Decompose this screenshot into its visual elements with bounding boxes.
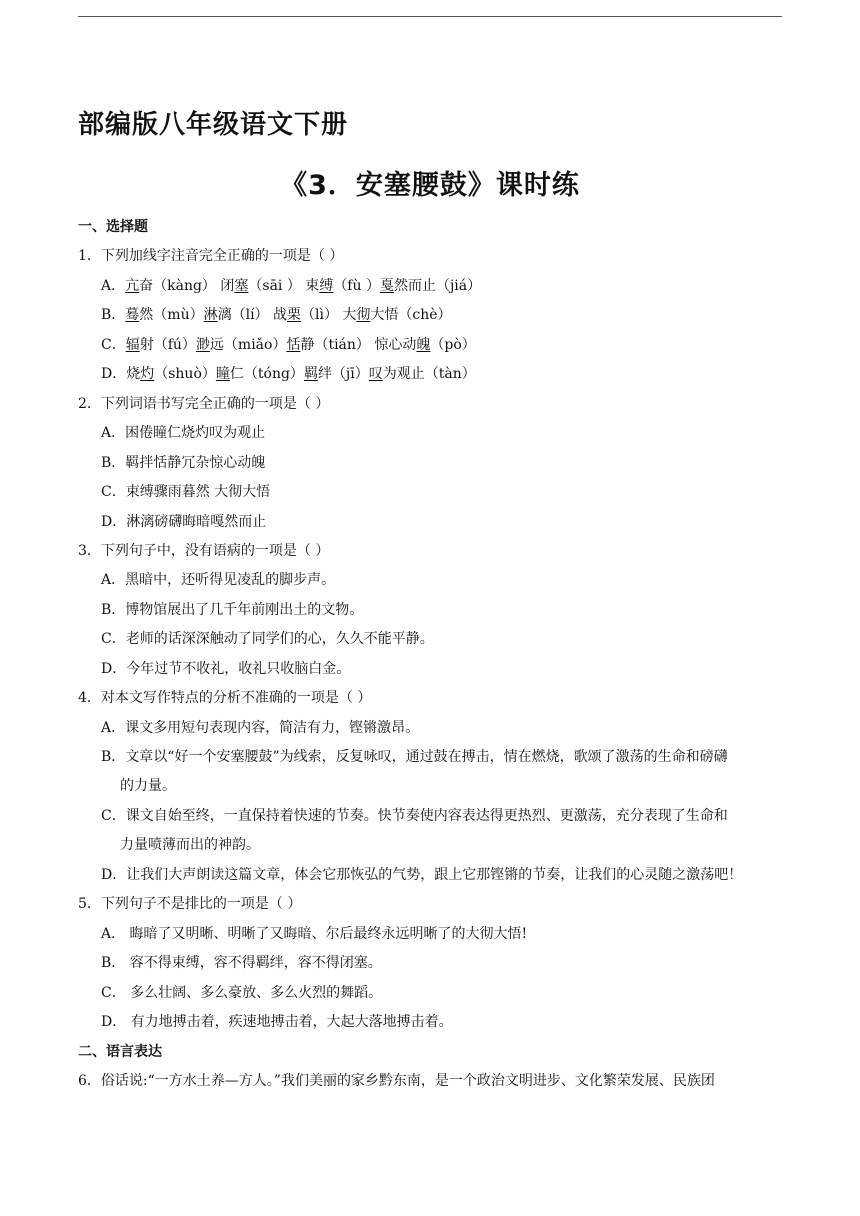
question-2-option-c: C．束缚骤雨暮然 大彻大悟 xyxy=(101,484,271,500)
question-2-option-d: D．淋漓磅礴晦暗嘎然而止 xyxy=(101,514,267,530)
question-4-option-a: A．课文多用短句表现内容，简洁有力，铿锵激昂。 xyxy=(101,720,420,736)
question-5-option-c: C． 多么壮阔、多么豪放、多么火烈的舞蹈。 xyxy=(101,985,383,1001)
question-4-stem: 4．对本文写作特点的分析不准确的一项是（ ） xyxy=(78,690,372,706)
question-5-option-d: D． 有力地搏击着，疾速地搏击着，大起大落地搏击着。 xyxy=(101,1014,453,1030)
question-4-option-c-line-1: C．课文自始至终，一直保持着快速的节奏。快节奏使内容表达得更热烈、更激荡，充分表现了生命和 xyxy=(101,808,728,824)
question-5-option-a: A． 晦暗了又明晰、明晰了又晦暗、尔后最终永远明晰了的大彻大悟! xyxy=(101,926,528,942)
question-2-option-a: A．困倦瞳仁烧灼叹为观止 xyxy=(101,425,266,441)
question-1-option-b: B．蓦然（mù）淋漓（lí） 战栗（lì） 大彻大悟（chè） xyxy=(101,307,452,323)
question-2-stem: 2．下列词语书写完全正确的一项是（ ） xyxy=(78,396,330,412)
question-1-option-c: C．辐射（fú）渺远（miǎo）恬静（tián） 惊心动魄（pò） xyxy=(101,337,476,353)
question-2-option-b: B．羁拌恬静冗杂惊心动魄 xyxy=(101,455,266,471)
question-5-option-b: B． 容不得束缚，容不得羁绊，容不得闭塞。 xyxy=(101,955,382,971)
document-title: 部编版八年级语文下册 xyxy=(78,110,349,140)
question-4-option-c-line-2: 力量喷薄而出的神韵。 xyxy=(120,837,260,853)
question-4-option-d: D．让我们大声朗读这篇文章，体会它那恢弘的气势，跟上它那铿锵的节奏，让我们的心灵随之激荡吧！ xyxy=(101,867,743,883)
question-3-option-c: C．老师的话深深触动了同学们的心，久久不能平静。 xyxy=(101,631,434,647)
document-subtitle: 《3．安塞腰鼓》课时练 xyxy=(280,170,580,201)
section-heading-language: 二、语言表达 xyxy=(78,1044,162,1060)
question-1-option-a: A．亢奋（kàng） 闭塞（sāi ） 束缚（fù ）戛然而止（jiá） xyxy=(101,278,482,294)
question-3-option-b: B．博物馆展出了几千年前刚出土的文物。 xyxy=(101,602,364,618)
question-4-option-b-line-1: B．文章以“好一个安塞腰鼓”为线索，反复咏叹，通过鼓在搏击，情在燃烧，歌颂了激荡的生命和磅礴 xyxy=(101,749,728,765)
question-6-stem: 6．俗话说:“一方水土养—方人。”我们美丽的家乡黔东南，是一个政治文明进步、文化繁荣发展、民族团 xyxy=(78,1073,715,1089)
question-5-stem: 5．下列句子不是排比的一项是（ ） xyxy=(78,896,302,912)
question-1-stem: 1．下列加线字注音完全正确的一项是（ ） xyxy=(78,248,344,264)
question-1-option-d: D．烧灼（shuò）瞳仁（tóng）羁绊（jī）叹为观止（tàn） xyxy=(101,366,476,382)
question-4-option-b-line-2: 的力量。 xyxy=(120,778,176,794)
section-heading-choice: 一、选择题 xyxy=(78,219,148,235)
question-3-option-a: A．黑暗中，还听得见凌乱的脚步声。 xyxy=(101,572,336,588)
question-3-stem: 3．下列句子中，没有语病的一项是（ ） xyxy=(78,543,330,559)
header-rule xyxy=(78,16,782,17)
question-3-option-d: D．今年过节不收礼，收礼只收脑白金。 xyxy=(101,661,351,677)
